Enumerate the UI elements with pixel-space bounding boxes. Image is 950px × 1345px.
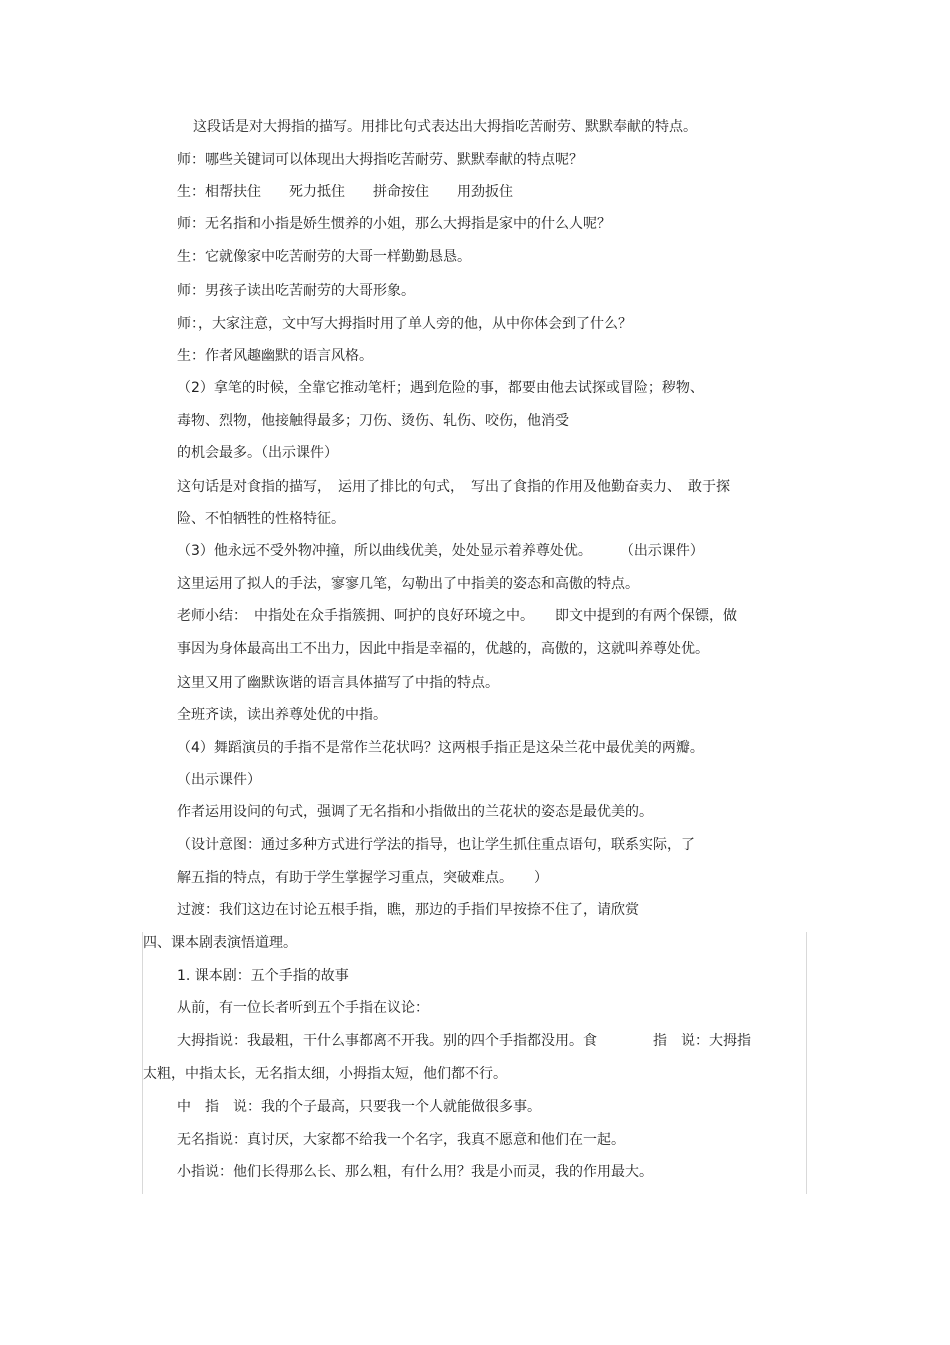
paragraph-line: 生：相帮扶住 死力抵住 拼命按住 用劲扳住 — [177, 184, 513, 200]
paragraph-line: 事因为身体最高出工不出力，因此中指是幸福的，优越的，高傲的，这就叫养尊处优。 — [177, 641, 709, 657]
paragraph-line: 从前，有一位长者听到五个手指在议论： — [177, 1000, 429, 1016]
paragraph-line: 师：，大家注意，文中写大拇指时用了单人旁的他，从中你体会到了什么？ — [177, 316, 632, 332]
paragraph-line: 毒物、烈物，他接触得最多；刀伤、烫伤、轧伤、咬伤，他消受 — [177, 413, 569, 429]
paragraph-line: 师：无名指和小指是娇生惯养的小姐，那么大拇指是家中的什么人呢？ — [177, 216, 611, 232]
paragraph-line: 1. 课本剧：五个手指的故事 — [177, 968, 349, 984]
paragraph-line: 生：它就像家中吃苦耐劳的大哥一样勤勤恳恳。 — [177, 249, 471, 265]
paragraph-line: （4）舞蹈演员的手指不是常作兰花状吗？这两根手指正是这朵兰花中最优美的两瓣。 — [177, 740, 704, 756]
table-right-border — [806, 932, 807, 1194]
section-heading: 四、课本剧表演悟道理。 — [143, 935, 297, 951]
table-left-border — [142, 932, 143, 1194]
paragraph-line: 解五指的特点，有助于学生掌握学习重点，突破难点。 ） — [177, 870, 548, 886]
paragraph-line: （2）拿笔的时候，全靠它推动笔杆；遇到危险的事，都要由他去试探或冒险；秽物、 — [177, 380, 704, 396]
paragraph-line: 小指说：他们长得那么长、那么粗，有什么用？我是小而灵，我的作用最大。 — [177, 1164, 653, 1180]
paragraph-line: 险、不怕牺牲的性格特征。 — [177, 511, 345, 527]
paragraph-line: 师：男孩子读出吃苦耐劳的大哥形象。 — [177, 283, 415, 299]
paragraph-line: 过渡：我们这边在讨论五根手指，瞧，那边的手指们早按捺不住了，请欣赏 — [177, 902, 639, 918]
paragraph-line: 这里又用了幽默诙谐的语言具体描写了中指的特点。 — [177, 675, 499, 691]
paragraph-line: 太粗，中指太长，无名指太细，小拇指太短，他们都不行。 — [143, 1066, 507, 1082]
paragraph-line: 这段话是对大拇指的描写。用排比句式表达出大拇指吃苦耐劳、默默奉献的特点。 — [193, 119, 697, 135]
paragraph-line: 师：哪些关键词可以体现出大拇指吃苦耐劳、默默奉献的特点呢？ — [177, 152, 583, 168]
paragraph-line: 这句话是对食指的描写， 运用了排比的句式， 写出了食指的作用及他勤奋卖力、 敢于探 — [177, 479, 730, 495]
paragraph-line: 作者运用设问的句式，强调了无名指和小指做出的兰花状的姿态是最优美的。 — [177, 804, 653, 820]
paragraph-line: 无名指说：真讨厌，大家都不给我一个名字，我真不愿意和他们在一起。 — [177, 1132, 625, 1148]
paragraph-line: （设计意图：通过多种方式进行学法的指导，也让学生抓住重点语句，联系实际，了 — [177, 837, 695, 853]
paragraph-line: 生：作者风趣幽默的语言风格。 — [177, 348, 373, 364]
paragraph-line: 大拇指说：我最粗，干什么事都离不开我。别的四个手指都没用。食 指 说：大拇指 — [177, 1033, 751, 1049]
paragraph-line: 全班齐读，读出养尊处优的中指。 — [177, 707, 387, 723]
paragraph-line: （出示课件） — [177, 772, 261, 788]
paragraph-line: 这里运用了拟人的手法，寥寥几笔，勾勒出了中指美的姿态和高傲的特点。 — [177, 576, 639, 592]
paragraph-line: （3）他永远不受外物冲撞，所以曲线优美，处处显示着养尊处优。 （出示课件） — [177, 543, 704, 559]
paragraph-line: 的机会最多。（出示课件） — [177, 445, 338, 461]
paragraph-line: 中 指 说：我的个子最高，只要我一个人就能做很多事。 — [177, 1099, 541, 1115]
paragraph-line: 老师小结： 中指处在众手指簇拥、呵护的良好环境之中。 即文中提到的有两个保镖，做 — [177, 608, 737, 624]
